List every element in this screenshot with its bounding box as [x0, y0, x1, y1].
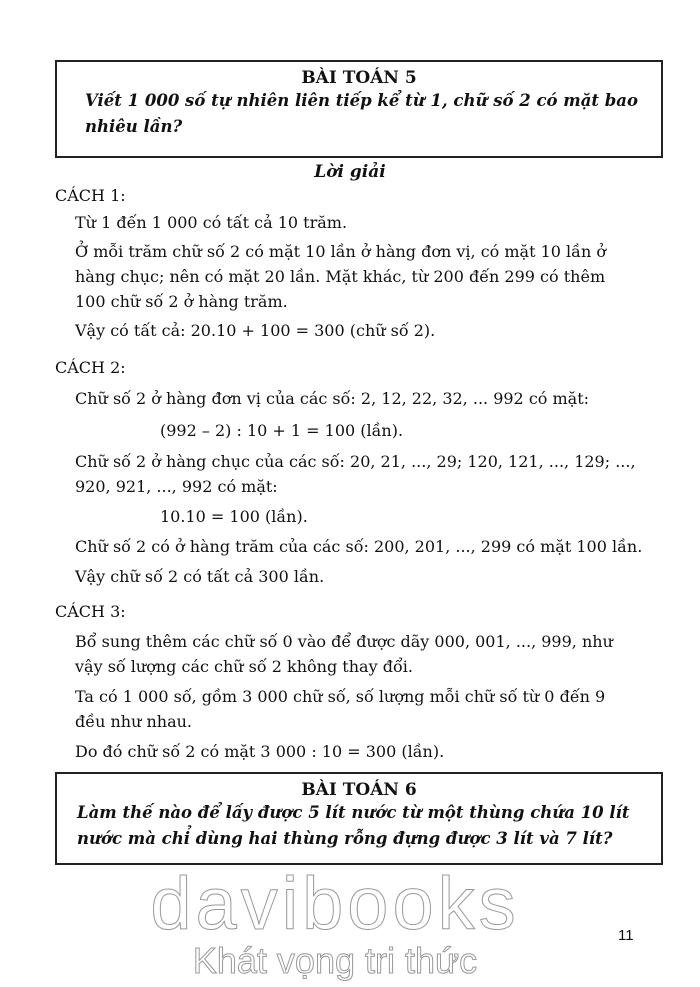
text-line: hàng chục; nên có mặt 20 lần. Mặt khác, từ 200 đến 299 có thêm [75, 267, 606, 286]
text-line: Do đó chữ số 2 có mặt 3 000 : 10 = 300 (lần). [75, 742, 445, 761]
question-line: nhiêu lần? [85, 117, 183, 136]
text-line: Vậy chữ số 2 có tất cả 300 lần. [75, 567, 325, 586]
text-line: đều như nhau. [75, 712, 193, 731]
question-line: nước mà chỉ dùng hai thùng rỗng đựng được 3 lít và 7 lít? [77, 829, 613, 848]
question-line: Làm thế nào để lấy được 5 lít nước từ một thùng chứa 10 lít [77, 803, 630, 822]
problem-6-box [55, 772, 663, 865]
text-line: 920, 921, ..., 992 có mặt: [75, 477, 278, 496]
equation: 10.10 = 100 (lần). [160, 507, 308, 526]
watermark-slogan: Khát vọng tri thức [192, 940, 478, 981]
text-line: Từ 1 đến 1 000 có tất cả 10 trăm. [75, 213, 348, 232]
solution-heading: Lời giải [314, 162, 386, 182]
method-1-heading: CÁCH 1: [55, 186, 126, 205]
text-line: Chữ số 2 ở hàng đơn vị của các số: 2, 12, 22, 32, ... 992 có mặt: [75, 389, 590, 408]
text-line: 100 chữ số 2 ở hàng trăm. [75, 292, 288, 311]
problem-6-title: BÀI TOÁN 6 [301, 780, 417, 800]
text-line: vậy số lượng các chữ số 2 không thay đổi. [75, 657, 413, 676]
equation: (992 – 2) : 10 + 1 = 100 (lần). [160, 421, 404, 440]
watermark-brand: davibooks [150, 862, 520, 945]
problem-5-title: BÀI TOÁN 5 [301, 68, 417, 88]
question-line: Viết 1 000 số tự nhiên liên tiếp kể từ 1, chữ số 2 có mặt bao [85, 91, 638, 110]
method-3-heading: CÁCH 3: [55, 602, 126, 621]
text-line: Ở mỗi trăm chữ số 2 có mặt 10 lần ở hàng đơn vị, có mặt 10 lần ở [75, 242, 606, 261]
problem-5-question [57, 88, 661, 140]
page-number: 11 [618, 927, 634, 944]
text-line: Chữ số 2 có ở hàng trăm của các số: 200, 201, ..., 299 có mặt 100 lần. [75, 537, 643, 556]
text-line: Chữ số 2 ở hàng chục của các số: 20, 21, ..., 29; 120, 121, ..., 129; ..., [75, 452, 636, 471]
text-line: Bổ sung thêm các chữ số 0 vào để được dãy 000, 001, ..., 999, như [75, 632, 613, 651]
text-line: Ta có 1 000 số, gồm 3 000 chữ số, số lượng mỗi chữ số từ 0 đến 9 [75, 687, 606, 706]
method-2-heading: CÁCH 2: [55, 358, 126, 377]
problem-6-question [57, 800, 661, 852]
problem-5-box [55, 60, 663, 158]
text-line: Vậy có tất cả: 20.10 + 100 = 300 (chữ số 2). [75, 321, 436, 340]
